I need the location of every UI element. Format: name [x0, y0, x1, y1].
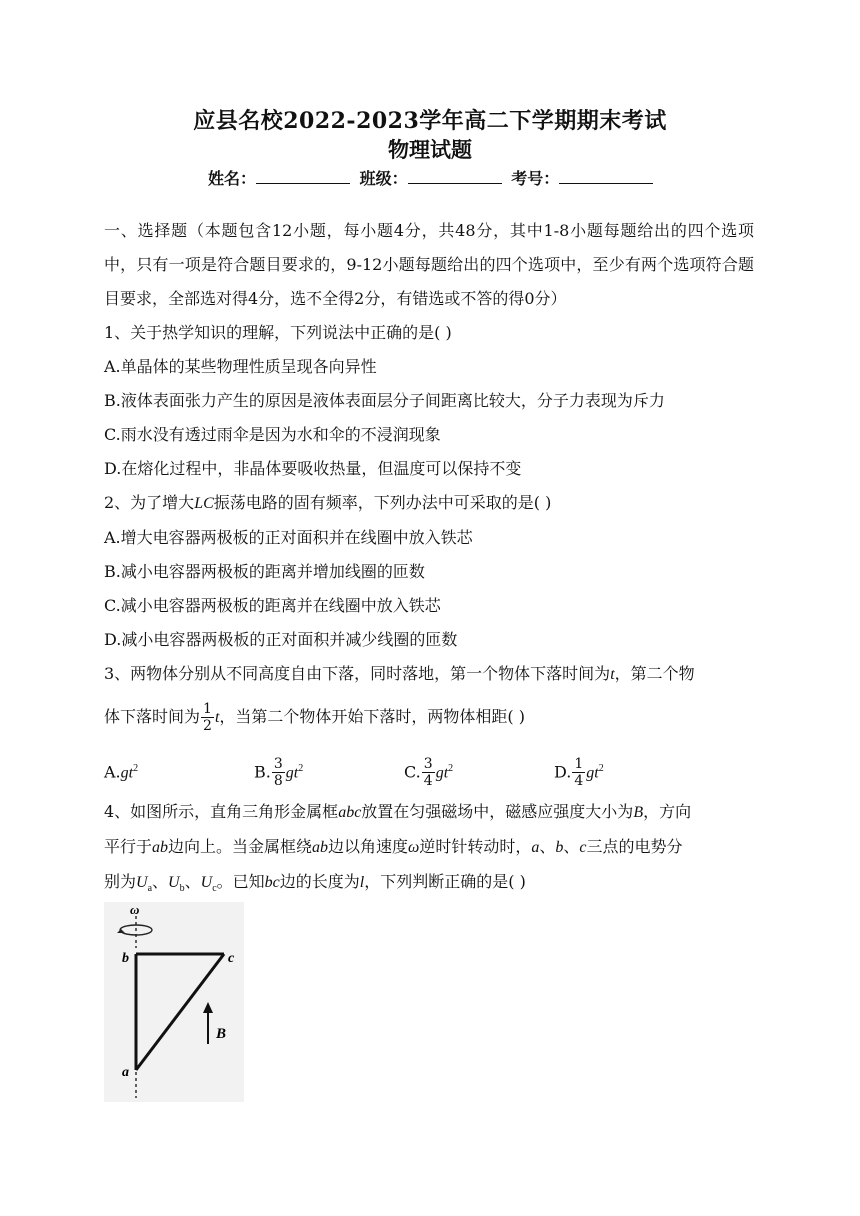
- q4-stem-line1: [104, 795, 754, 830]
- exam-content: [104, 214, 754, 906]
- q3-opt-c-fraction: [422, 756, 435, 789]
- q4-l3-c: 边的长度为: [279, 872, 360, 891]
- q4-var-omega: ω: [408, 839, 420, 856]
- q4-var-abc: abc: [338, 804, 362, 821]
- page-subtitle: 物理试题: [388, 137, 472, 162]
- q3-opt-b-num: 3: [273, 756, 283, 773]
- q4-sub-c: c: [212, 883, 217, 895]
- q3-half-num: 1: [203, 701, 212, 717]
- q3-opt-c-sq: 2: [448, 762, 454, 774]
- q2-option-a: A.增大电容器两极板的正对面积并在线圈中放入铁芯: [104, 528, 473, 547]
- q3-opt-b-sq: 2: [298, 762, 304, 774]
- q3-option-a: [104, 752, 254, 790]
- q1-option-d: D.在熔化过程中，非晶体要吸收热量，但温度可以保持不变: [104, 459, 522, 478]
- q2-option-c: C.减小电容器两极板的距离并在线圈中放入铁芯: [104, 596, 441, 615]
- page-title: 应县名校2022-2023学年高二下学期期末考试: [193, 108, 667, 134]
- q3-options: [104, 749, 754, 793]
- class-label: 班级：: [359, 169, 408, 188]
- q3-stem-line2: [104, 692, 754, 743]
- name-label: 姓名：: [208, 169, 257, 188]
- q3-opt-c-label: C.: [404, 762, 421, 782]
- q3-option-d: [554, 752, 704, 790]
- q4-sub-a: a: [147, 883, 153, 895]
- q3-opt-a-label: A.: [104, 762, 121, 782]
- q4-var-b-field: B: [633, 804, 644, 821]
- q2-var-lc: LC: [194, 495, 214, 512]
- q3-option-c: [404, 752, 554, 790]
- q3-line1-post: ，第二个物: [614, 664, 695, 683]
- q4-var-ub: U: [168, 874, 180, 891]
- q4-stem-line3: [104, 865, 754, 906]
- q1-option-c: C.雨水没有透过雨伞是因为水和伞的不浸润现象: [104, 425, 441, 444]
- q4-l1-a: 4、如图所示，直角三角形金属框: [104, 802, 339, 821]
- q4-l3-b: 。已知: [216, 872, 265, 891]
- q2-option-d: D.减小电容器两极板的正对面积并减少线圈的匝数: [104, 630, 458, 649]
- student-info-row: [208, 166, 657, 189]
- q3-opt-a-gt: gt: [120, 764, 134, 782]
- q2-option-b: B.减小电容器两极板的距离并增加线圈的匝数: [104, 562, 425, 581]
- q3-line1-pre: 3、两物体分别从不同高度自由下落，同时落地，第一个物体下落时间为: [104, 664, 611, 683]
- q3-opt-a-sq: 2: [133, 762, 139, 774]
- q3-opt-c-den: 4: [423, 773, 433, 790]
- q3-option-b: [254, 752, 404, 790]
- triangle-frame-figure: [104, 902, 244, 1102]
- q4-var-a: a: [531, 839, 540, 856]
- q4-sep1: 、: [539, 837, 556, 856]
- q3-var-t: t: [610, 666, 615, 683]
- q1-stem: 1、关于热学知识的理解，下列说法中正确的是( ): [104, 323, 452, 342]
- q4-var-bc: bc: [264, 874, 280, 891]
- q4-var-l: l: [359, 874, 365, 891]
- q4-l1-c: ，方向: [643, 802, 692, 821]
- q4-l2-a: 平行于: [104, 837, 153, 856]
- q4-l2-d: 逆时针转动时，: [419, 837, 532, 856]
- q3-half-fraction: [201, 701, 214, 734]
- q4-var-uc: U: [200, 874, 213, 891]
- q4-l3-sep2: 、: [184, 872, 201, 891]
- q4-l3-d: ，下列判断正确的是( ): [364, 872, 526, 891]
- figure-label-b-field: B: [216, 1026, 227, 1042]
- q4-l1-b: 放置在匀强磁场中，磁感应强度大小为: [361, 802, 634, 821]
- q4-sub-b: b: [179, 883, 185, 895]
- figure-label-c: c: [228, 951, 235, 966]
- q1-option-a: A.单晶体的某些物理性质呈现各向异性: [104, 357, 377, 376]
- q3-opt-b-gt: gt: [285, 764, 299, 782]
- figure-label-a: a: [122, 1065, 129, 1080]
- q4-var-c: c: [579, 839, 587, 856]
- q3-opt-d-num: 1: [574, 756, 584, 773]
- q2-stem: [104, 486, 754, 521]
- q4-l2-e: 三点的电势分: [586, 837, 683, 856]
- q4-var-b: b: [555, 839, 564, 856]
- q1-option-b: B.液体表面张力产生的原因是液体表面层分子间距离比较大，分子力表现为斥力: [104, 391, 665, 410]
- q3-stem-line1: [104, 657, 754, 692]
- q3-opt-d-fraction: [572, 756, 585, 789]
- q4-l3-a: 别为: [104, 872, 137, 891]
- q2-stem-pre: 2、为了增大: [104, 493, 195, 512]
- id-label: 考号：: [511, 169, 560, 188]
- q3-half-den: 2: [203, 718, 212, 734]
- q4-var-ab: ab: [152, 839, 169, 856]
- figure-label-omega: ω: [130, 902, 140, 917]
- q3-line2-post: ，当第二个物体开始下落时，两物体相距( ): [219, 707, 525, 726]
- q4-sep2: 、: [563, 837, 580, 856]
- q4-var-ab2: ab: [312, 839, 329, 856]
- q3-opt-d-sq: 2: [598, 762, 604, 774]
- q3-var-t2: t: [214, 709, 220, 726]
- q3-opt-d-den: 4: [574, 773, 584, 790]
- q3-opt-b-den: 8: [273, 773, 283, 790]
- q4-stem-line2: [104, 830, 754, 865]
- name-blank[interactable]: [256, 169, 350, 184]
- q3-opt-d-gt: gt: [586, 764, 599, 782]
- figure-label-b: b: [122, 951, 129, 966]
- class-blank[interactable]: [408, 169, 502, 184]
- q3-opt-c-gt: gt: [435, 764, 449, 782]
- q3-opt-b-label: B.: [254, 762, 271, 782]
- q4-l2-c: 边以角速度: [328, 837, 409, 856]
- q4-l2-b: 边向上。当金属框绕: [168, 837, 313, 856]
- q2-stem-post: 振荡电路的固有频率，下列办法中可采取的是( ): [213, 493, 552, 512]
- q3-opt-d-label: D.: [554, 762, 572, 782]
- section-intro: 一、选择题（本题包含12小题，每小题4分，共48分，其中1-8小题每题给出的四个选项中，只有一项是符合题目要求的，9-12小题每题给出的四个选项中，至少有两个选项符合题目要求，全部选对得4分，选不全得2分，有错选或不答的得0分）: [104, 221, 754, 308]
- q3-line2-pre: 体下落时间为: [104, 707, 201, 726]
- q4-l3-sep1: 、: [152, 872, 169, 891]
- q3-opt-c-num: 3: [423, 756, 433, 773]
- q4-var-ua: U: [136, 874, 148, 891]
- q3-opt-b-fraction: [272, 756, 285, 789]
- id-blank[interactable]: [559, 169, 653, 184]
